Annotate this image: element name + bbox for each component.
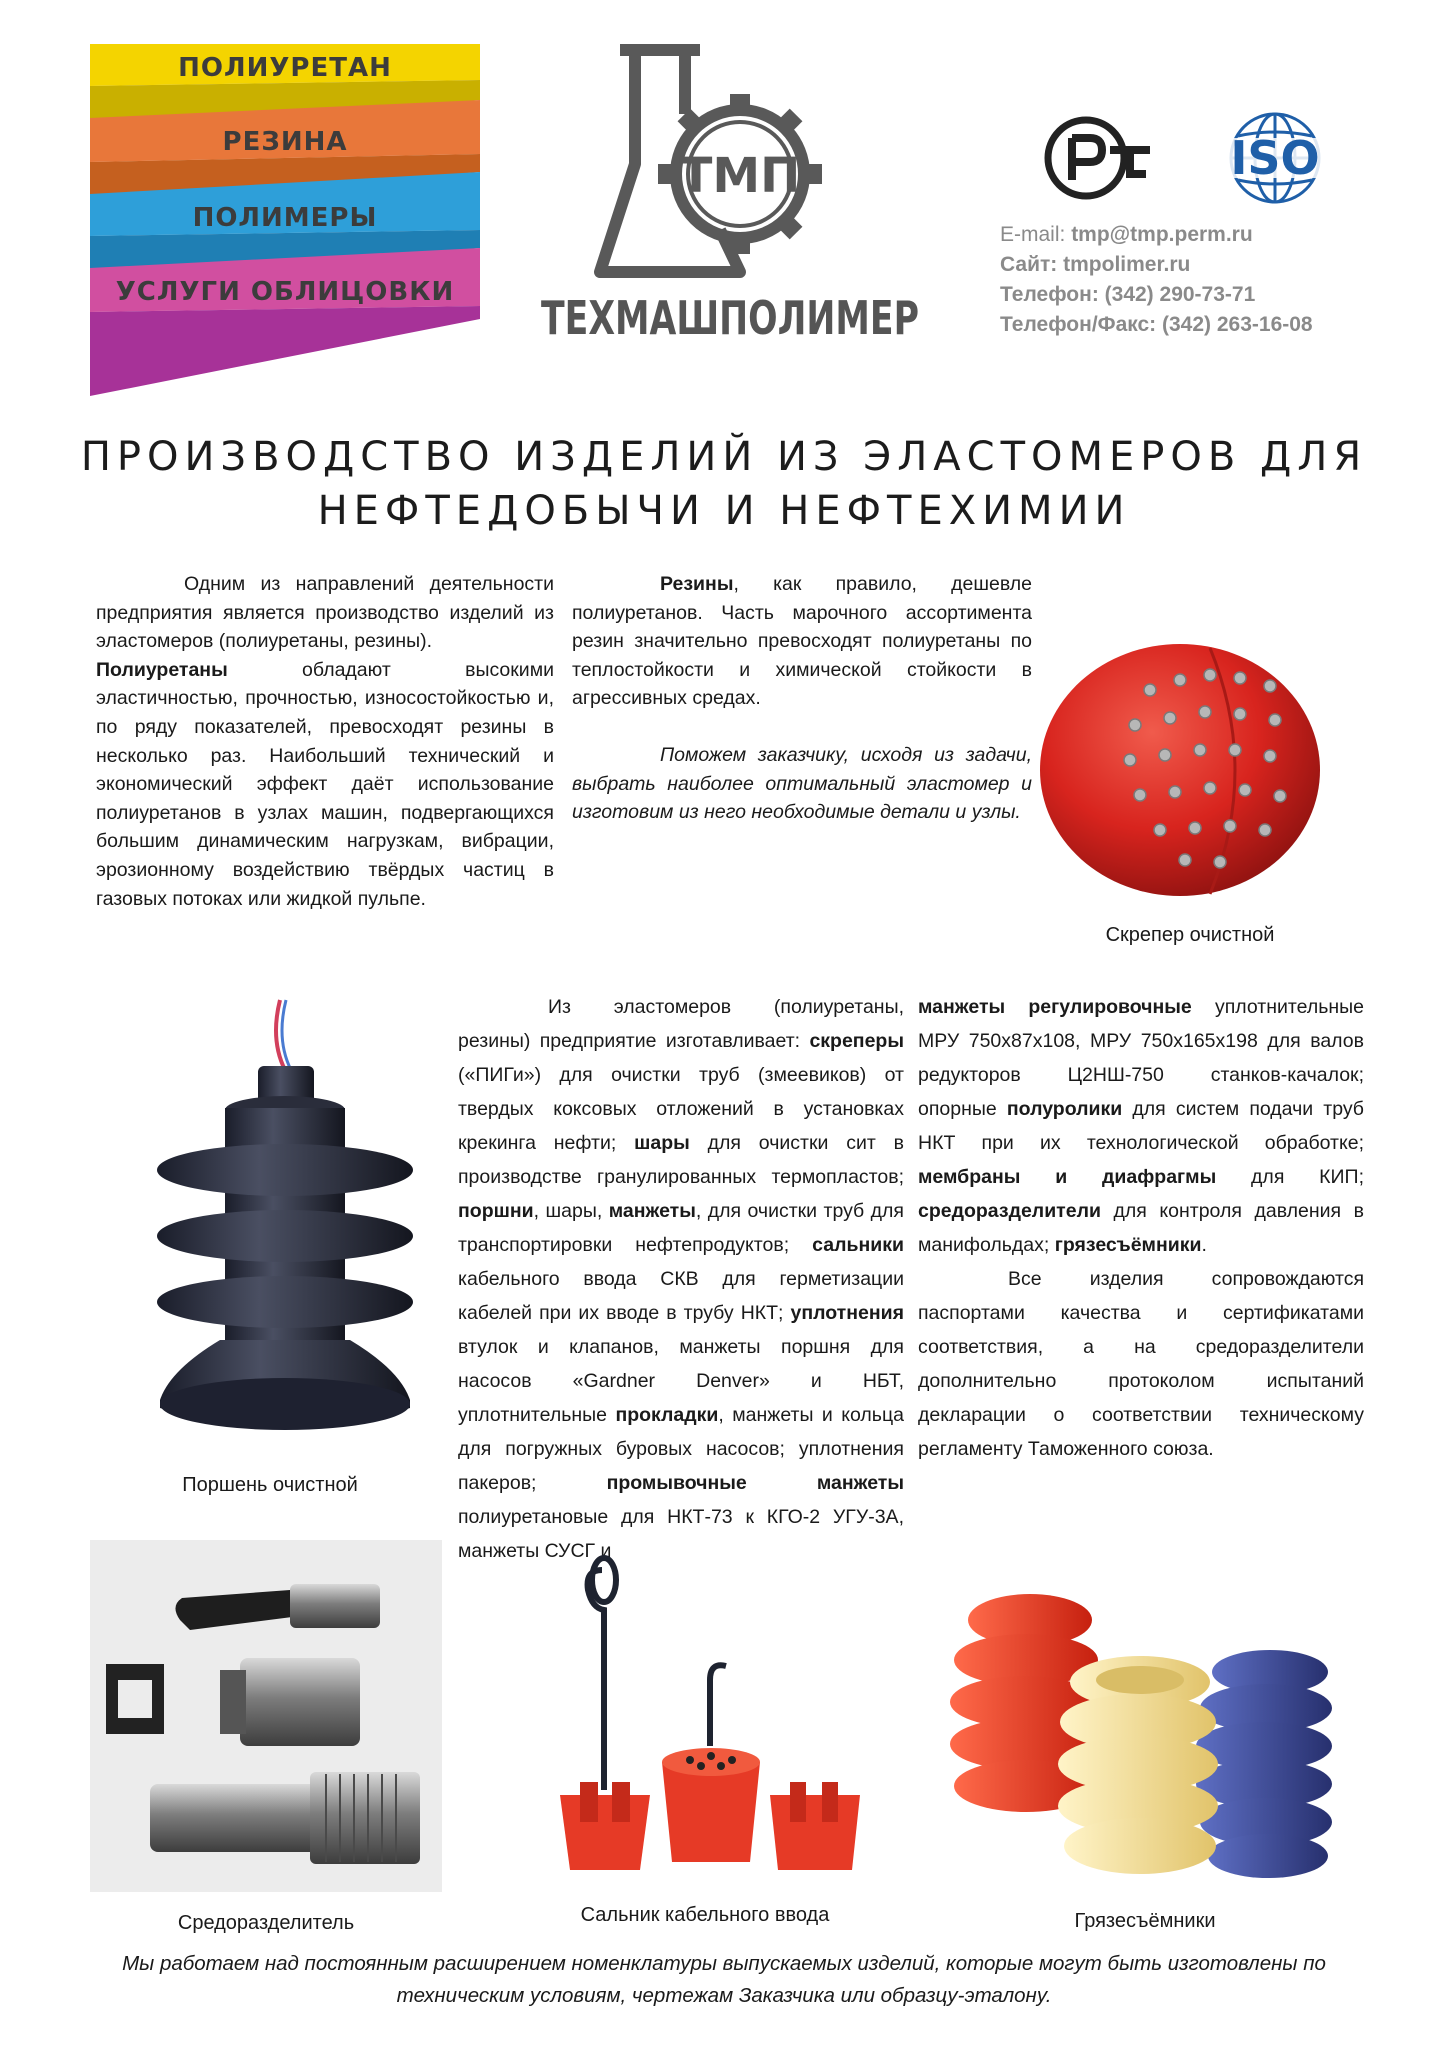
ribbon-polymers: ПОЛИМЕРЫ — [192, 203, 378, 233]
rubber-paragraph: Резины, как правило, дешевле полиуретанов. Часть марочного ассортимента резин значительно превосходят полиуретаны по теплостойкости и химической стойкости в агрессивных средах. — [572, 573, 1032, 710]
site-link[interactable]: tmpolimer.ru — [1063, 253, 1191, 276]
gost-mark-text: РСТ — [1098, 206, 1100, 207]
iso-mark-text: ISO — [1230, 131, 1320, 185]
wipers-image — [940, 1590, 1350, 1890]
ribbon-rubber: РЕЗИНА — [222, 127, 348, 157]
category-ribbons — [90, 44, 490, 404]
separator-image — [90, 1540, 442, 1892]
cable-gland-image — [540, 1550, 870, 1880]
wipers-caption: Грязесъёмники — [1074, 1910, 1216, 1932]
piston-image — [130, 1000, 420, 1440]
fax-line: Телефон/Факс: (342) 263-16-08 — [1000, 313, 1313, 336]
products-column-right: манжеты регулировочные уплотнительные МРУ 750х87х108, МРУ 750х165х198 для валов редукторов Ц2НШ-750 станков-качалок; опорные полуролики для систем подачи труб НКТ при их технологической обработке; мембраны и диафрагмы для КИП; средоразделители для контроля давления в манифольдах; грязесъёмники. Все изделия сопровождаются паспортами качества и сертификатами соответствия, а на средоразделители дополнительно протоколом испытаний декларации о соответствии техническому регламенту Таможенного союза. — [918, 990, 1364, 1466]
ribbon-polyurethane: ПОЛИУРЕТАН — [178, 53, 392, 83]
piston-caption: Поршень очистной — [182, 1474, 358, 1496]
logo-monogram: ТМП — [679, 148, 801, 204]
scraper-image — [1030, 620, 1350, 910]
iso-globe-icon — [1210, 108, 1340, 208]
email-line: E-mail: tmp@tmp.perm.ru — [1000, 223, 1253, 246]
phone-number: (342) 290-73-71 — [1104, 283, 1256, 306]
page-title: ПРОИЗВОДСТВО ИЗДЕЛИЙ ИЗ ЭЛАСТОМЕРОВ ДЛЯ НЕФТЕДОБЫЧИ И НЕФТЕХИМИИ — [80, 434, 1368, 534]
scraper-caption: Скрепер очистной — [1105, 924, 1275, 946]
company-logo — [530, 44, 930, 354]
footer-note: Мы работаем над постоянным расширением номенклатуры выпускаемых изделий, которые могут быть изготовлены по техническим условиям, чертежам Заказчика или образцу-эталону. — [122, 1952, 1326, 2007]
help-customer-paragraph: Поможем заказчику, исходя из задачи, выбрать наиболее оптимальный эластомер и изготовим из него необходимые детали и узлы. — [572, 743, 1032, 824]
polyurethane-paragraph: Полиуретаны обладают высокими эластичностью, прочностью, износостойкостью и, по ряду показателей, превосходят резины в несколько раз. Наибольший технический и экономический эффект даёт использование полиуретанов в узлах машин, подвергающихся большим динамическим нагрузкам, вибрации, эрозионному воздействию твёрдых частиц в газовых потоках или жидкой пульпе. — [96, 658, 554, 910]
separator-caption: Средоразделитель — [177, 1912, 355, 1934]
cable-gland-caption: Сальник кабельного ввода — [580, 1904, 830, 1926]
intro-column — [96, 570, 554, 913]
site-line: Сайт: tmpolimer.ru — [1000, 253, 1191, 276]
rubber-column — [572, 570, 1032, 827]
intro-paragraph: Одним из направлений деятельности предприятия является производство изделий из эластомеров (полиуретаны, резины). — [96, 573, 554, 653]
email-link[interactable]: tmp@tmp.perm.ru — [1071, 223, 1253, 246]
contact-block — [1000, 220, 1420, 340]
ribbon-cladding-services: УСЛУГИ ОБЛИЦОВКИ — [115, 277, 455, 307]
certificates-paragraph: Все изделия сопровождаются паспортами качества и сертификатами соответствия, а на средоразделители дополнительно протоколом испытаний декларации о соответствии техническому регламенту Таможенного союза. — [918, 1268, 1364, 1460]
fax-number: (342) 263-16-08 — [1162, 313, 1313, 336]
phone-line: Телефон: (342) 290-73-71 — [1000, 283, 1256, 306]
gost-certification-icon — [1038, 108, 1158, 208]
logo-wordmark: ТЕХМАШПОЛИМЕР — [541, 291, 919, 345]
products-column-left: Из эластомеров (полиуретаны, резины) предприятие изготавливает: скреперы («ПИГи») для очистки труб (змеевиков) от твердых коксовых отложений в установках крекинга нефти; шары для очистки сит в производстве гранулированных термопластов; поршни, шары, манжеты, для очистки труб для транспортировки нефтепродуктов; сальники кабельного ввода СКВ для герметизации кабелей при их вводе в трубу НКТ; уплотнения втулок и клапанов, манжеты поршня для насосов «Gardner Denver» и НБТ, уплотнительные прокладки, манжеты и кольца для погружных буровых насосов; уплотнения пакеров; промывочные манжеты полиуретановые для НКТ-73 к КГО-2 УГУ-3А, манжеты СУСГ и — [458, 996, 905, 1562]
